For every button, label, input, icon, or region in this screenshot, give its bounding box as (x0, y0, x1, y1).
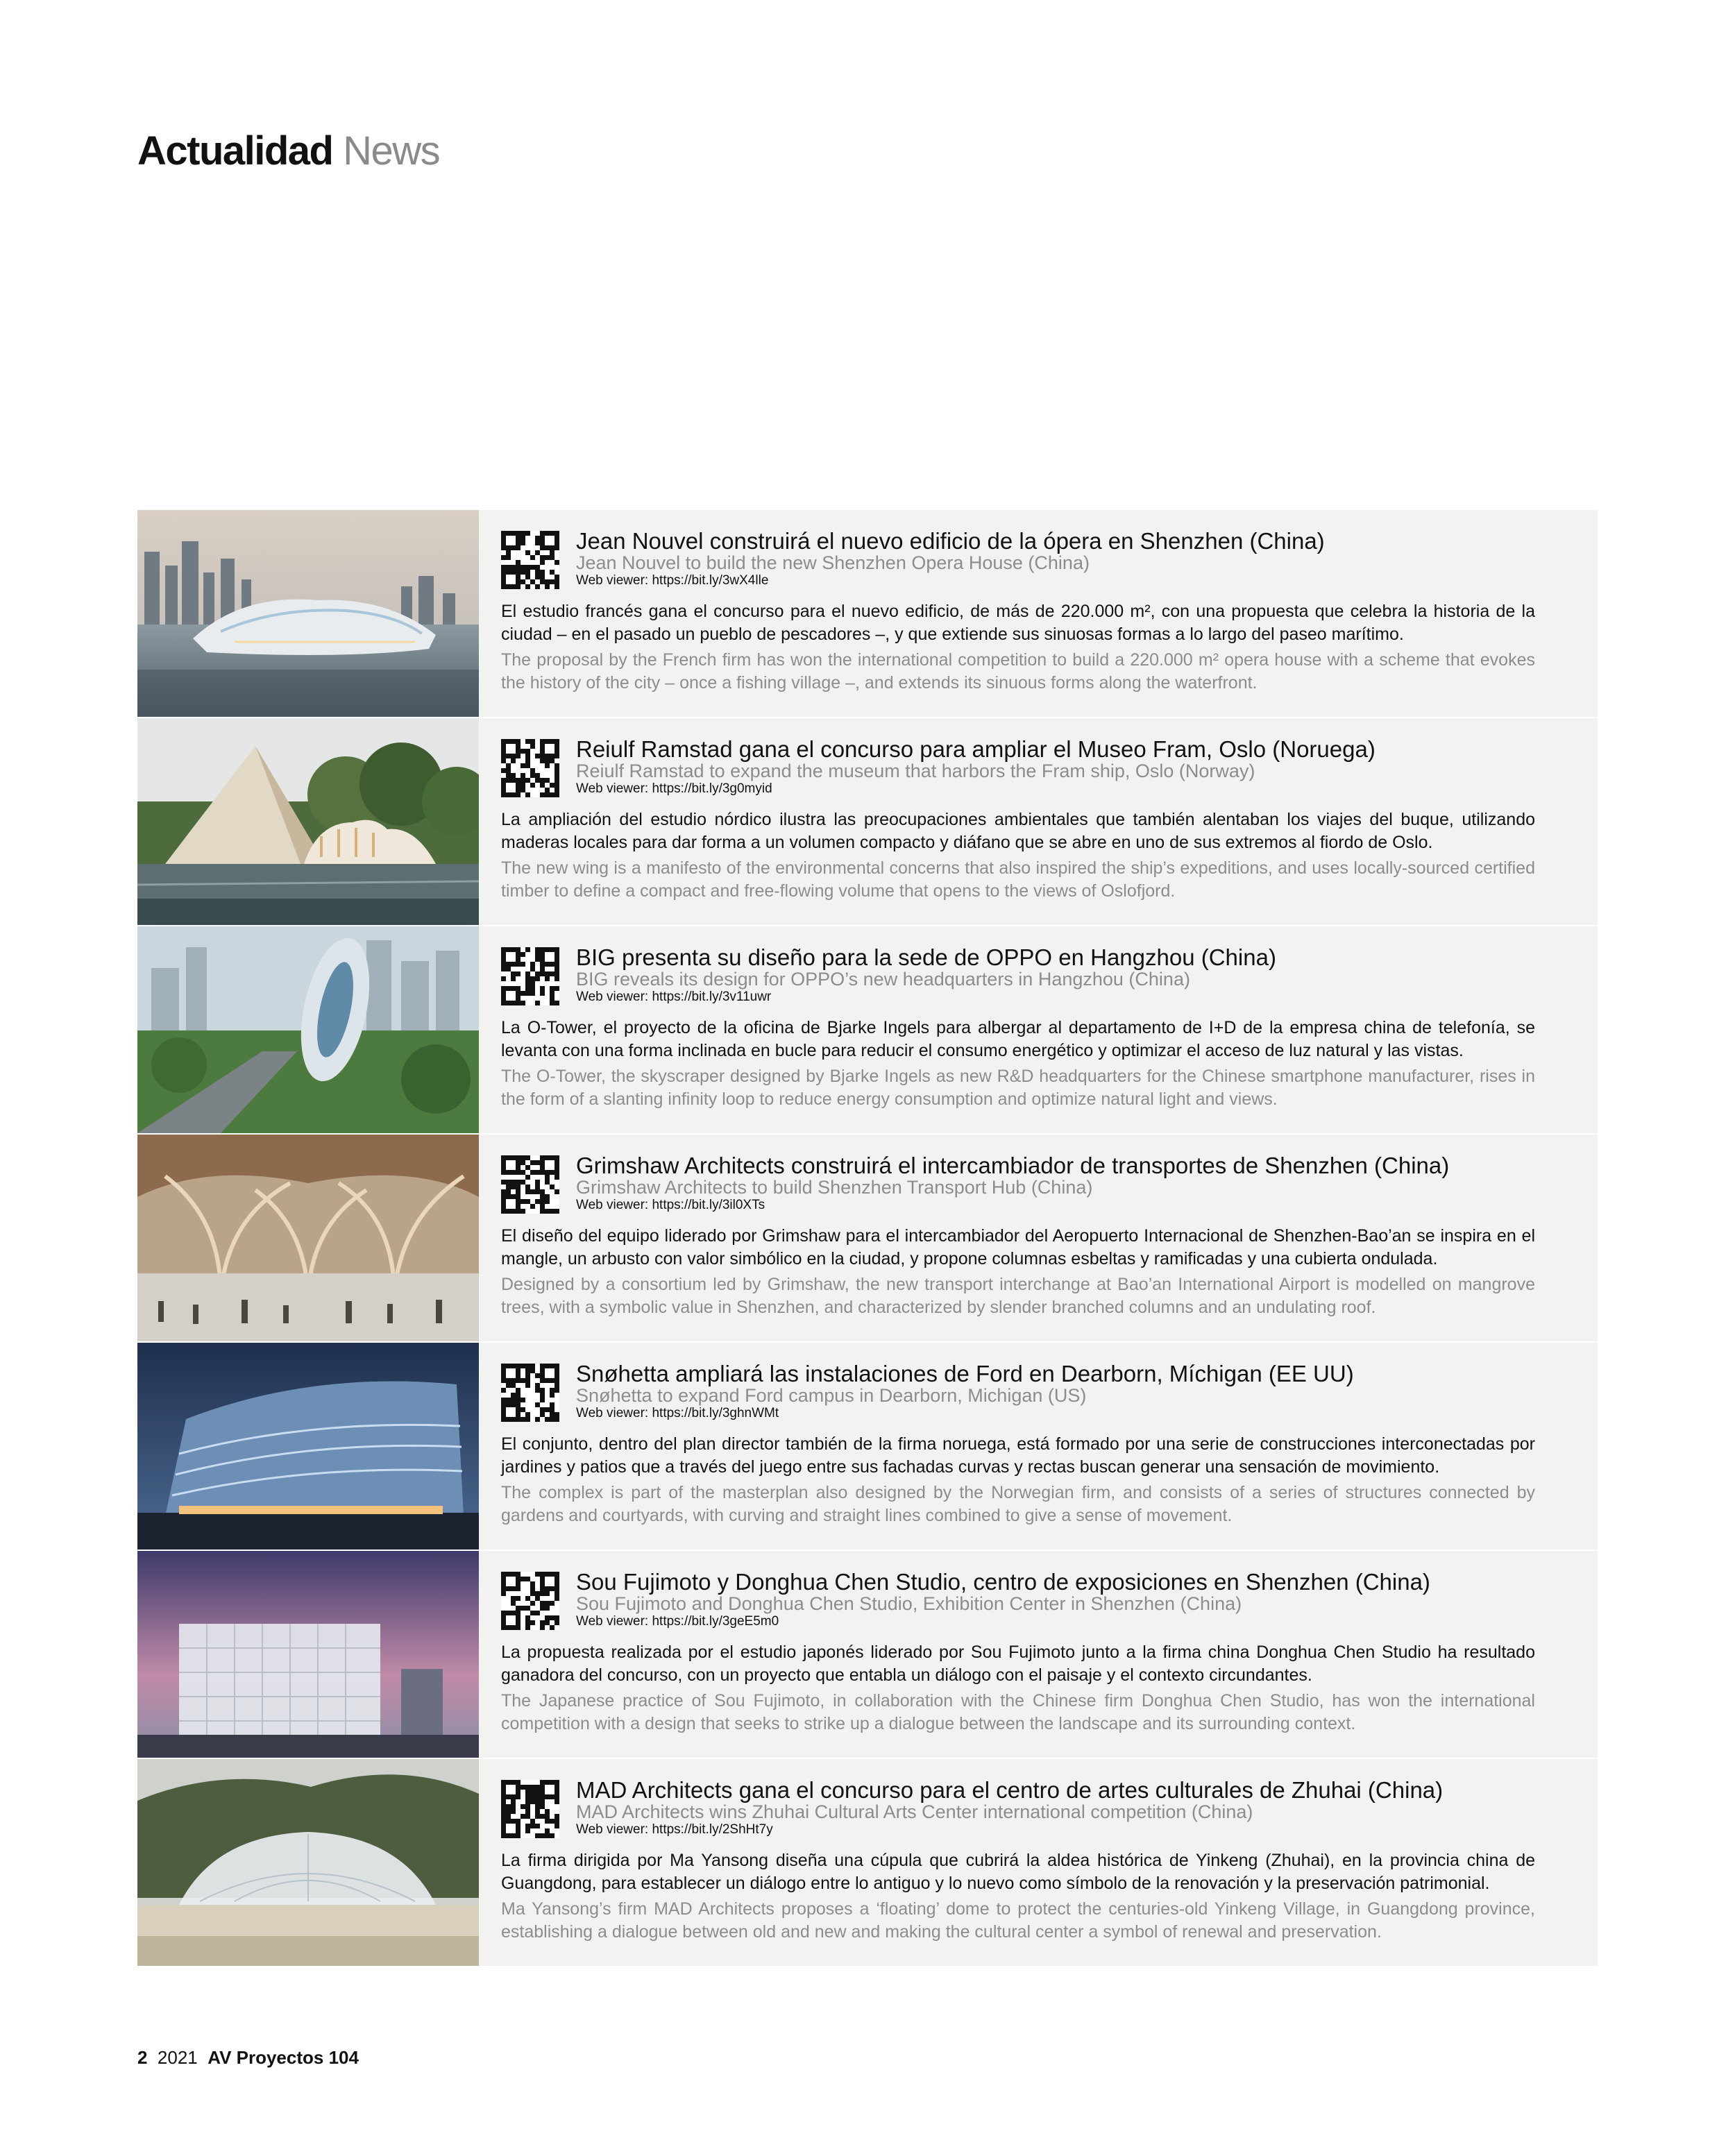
news-desc-en: The new wing is a manifesto of the environmental concerns that also inspired the ship’s expeditions, and uses locally-sourced certified timber to define a compact and free-flowing volume that opens to the views of Oslofjord. (501, 858, 1535, 901)
page-title-es: Actualidad (137, 128, 333, 173)
news-title-es: Sou Fujimoto y Donghua Chen Studio, centro de exposiciones en Shenzhen (China) (576, 1569, 1430, 1595)
news-title-es: Snøhetta ampliará las instalaciones de Ford en Dearborn, Míchigan (EE UU) (576, 1361, 1354, 1386)
news-image[interactable] (137, 1135, 479, 1341)
news-title-en: Sou Fujimoto and Donghua Chen Studio, Exhibition Center in Shenzhen (China) (576, 1593, 1242, 1614)
transport-hub-render (137, 1135, 479, 1341)
web-viewer-link[interactable] (576, 1613, 1535, 1630)
news-image[interactable] (137, 926, 479, 1133)
news-item (137, 510, 1598, 717)
web-viewer-link[interactable] (576, 781, 1535, 797)
web-viewer-label: Web viewer: (576, 781, 649, 796)
news-desc-es: El conjunto, dentro del plan director también de la firma noruega, está formado por una serie de construcciones interconectadas por jardines y patios que a través del juego entre sus fachadas curvas y rectas buscan generar una sensación de movimiento. (501, 1434, 1535, 1477)
web-viewer-label: Web viewer: (576, 1822, 649, 1837)
web-viewer-link[interactable] (576, 1197, 1535, 1214)
web-viewer-link[interactable] (576, 572, 1535, 589)
news-title-en: Grimshaw Architects to build Shenzhen Transport Hub (China) (576, 1177, 1093, 1198)
page-title-en: News (343, 128, 440, 173)
web-viewer-link[interactable] (576, 1822, 1535, 1838)
web-viewer-url[interactable]: https://bit.ly/3il0XTs (652, 1198, 765, 1212)
news-image[interactable] (137, 1343, 479, 1550)
news-title-es: Jean Nouvel construirá el nuevo edificio de la ópera en Shenzhen (China) (576, 528, 1325, 554)
exhibition-center-render (137, 1551, 479, 1758)
qr-code-icon[interactable] (501, 1364, 559, 1422)
qr-code-icon[interactable] (501, 1155, 559, 1214)
web-viewer-label: Web viewer: (576, 1614, 649, 1629)
news-item (137, 926, 1598, 1133)
news-item (137, 1135, 1598, 1341)
fram-museum-render (137, 718, 479, 925)
news-desc-en: The O-Tower, the skyscraper designed by Bjarke Ingels as new R&D headquarters for the Chinese smartphone manufacturer, rises in the form of a slanting infinity loop to reduce energy consumption and optimize natural light and views. (501, 1067, 1535, 1109)
web-viewer-link[interactable] (576, 989, 1535, 1005)
web-viewer-label: Web viewer: (576, 573, 649, 588)
web-viewer-link[interactable] (576, 1405, 1535, 1422)
news-image[interactable] (137, 1759, 479, 1966)
issue-year: 2021 (157, 2047, 198, 2068)
news-desc-en: Ma Yansong’s firm MAD Architects proposes a ‘floating’ dome to protect the centuries-old Yinkeng Village, in Guangdong province, establishing a dialogue between old and new and making the cultural center a symbol of renewal and preservation. (501, 1899, 1535, 1942)
news-desc-es: La propuesta realizada por el estudio japonés liderado por Sou Fujimoto junto a la firma china Donghua Chen Studio ha resultado ganadora del concurso, con un proyecto que entabla un diálogo con el paisaje y el contexto circundantes. (501, 1643, 1535, 1685)
news-item (137, 1551, 1598, 1758)
ford-campus-render (137, 1343, 479, 1550)
news-item (137, 1759, 1598, 1966)
web-viewer-url[interactable]: https://bit.ly/3ghnWMt (652, 1406, 779, 1420)
news-title-en: Reiulf Ramstad to expand the museum that harbors the Fram ship, Oslo (Norway) (576, 761, 1255, 781)
news-image[interactable] (137, 1551, 479, 1758)
news-desc-es: El diseño del equipo liderado por Grimshaw para el intercambiador del Aeropuerto Internacional de Shenzhen-Bao’an se inspira en el mangle, un arbusto con valor simbólico en la ciudad, y propone columnas esbeltas y ramificadas y una cubierta ondulada. (501, 1226, 1535, 1268)
news-desc-es: El estudio francés gana el concurso para el nuevo edificio, de más de 220.000 m², con una propuesta que celebra la historia de la ciudad – en el pasado un pueblo de pescadores –, y que extiende sus sinuosas formas a lo largo del paseo marítimo. (501, 602, 1535, 644)
web-viewer-label: Web viewer: (576, 990, 649, 1004)
news-desc-en: The proposal by the French firm has won the international competition to build a 220.000 m² opera house with a scheme that evokes the history of the city – once a fishing village –, and extends its sinuous forms along the waterfront. (501, 650, 1535, 693)
news-title-es: Grimshaw Architects construirá el intercambiador de transportes de Shenzhen (China) (576, 1153, 1450, 1178)
news-title-en: Jean Nouvel to build the new Shenzhen Opera House (China) (576, 552, 1090, 573)
news-item (137, 718, 1598, 925)
web-viewer-url[interactable]: https://bit.ly/3v11uwr (652, 990, 772, 1004)
qr-code-icon[interactable] (501, 947, 559, 1005)
web-viewer-label: Web viewer: (576, 1406, 649, 1420)
web-viewer-label: Web viewer: (576, 1198, 649, 1212)
qr-code-icon[interactable] (501, 739, 559, 797)
news-desc-es: La O-Tower, el proyecto de la oficina de Bjarke Ingels para albergar al departamento de I+D de la empresa china de telefonía, se levanta con una forma inclinada en bucle para reducir el consumo energético y optimizar el acceso de luz natural y las vistas. (501, 1018, 1535, 1060)
page-number: 2 (137, 2047, 148, 2068)
zhuhai-dome-render (137, 1759, 479, 1966)
news-item (137, 1343, 1598, 1550)
page-footer (137, 2047, 359, 2069)
web-viewer-url[interactable]: https://bit.ly/3geE5m0 (652, 1614, 779, 1629)
news-title-es: Reiulf Ramstad gana el concurso para ampliar el Museo Fram, Oslo (Noruega) (576, 736, 1376, 762)
web-viewer-url[interactable]: https://bit.ly/3wX4lle (652, 573, 769, 588)
news-desc-en: The Japanese practice of Sou Fujimoto, in collaboration with the Chinese firm Donghua Chen Studio, has won the international competition with a design that seeks to strike up a dialogue between the landscape and its surrounding context. (501, 1691, 1535, 1733)
news-desc-es: La ampliación del estudio nórdico ilustra las preocupaciones ambientales que también alentaban los viajes del buque, utilizando maderas locales para dar forma a un volumen compacto y diáfano que se abre en uno de sus extremos al fiordo de Oslo. (501, 810, 1535, 852)
news-title-es: MAD Architects gana el concurso para el centro de artes culturales de Zhuhai (China) (576, 1777, 1444, 1803)
opera-house-render (137, 510, 479, 717)
web-viewer-url[interactable]: https://bit.ly/3g0myid (652, 781, 772, 796)
news-title-en: MAD Architects wins Zhuhai Cultural Arts Center international competition (China) (576, 1801, 1253, 1822)
news-desc-en: Designed by a consortium led by Grimshaw, the new transport interchange at Bao’an International Airport is modelled on mangrove trees, with a symbolic value in Shenzhen, and characterized by slender branched columns and an undulating roof. (501, 1275, 1535, 1317)
news-title-en: Snøhetta to expand Ford campus in Dearborn, Michigan (US) (576, 1385, 1087, 1406)
news-image[interactable] (137, 718, 479, 925)
news-list (137, 510, 1598, 1967)
page-title (137, 129, 439, 173)
news-title-es: BIG presenta su diseño para la sede de OPPO en Hangzhou (China) (576, 944, 1276, 970)
news-image[interactable] (137, 510, 479, 717)
news-title-en: BIG reveals its design for OPPO’s new headquarters in Hangzhou (China) (576, 969, 1190, 990)
news-desc-es: La firma dirigida por Ma Yansong diseña una cúpula que cubrirá la aldea histórica de Yinkeng (Zhuhai), en la provincia china de Guangdong, para establecer un diálogo entre lo antiguo y lo nuevo como símbolo de la renovación y la preservación patrimonial. (501, 1851, 1535, 1893)
qr-code-icon[interactable] (501, 1572, 559, 1630)
qr-code-icon[interactable] (501, 1780, 559, 1838)
news-desc-en: The complex is part of the masterplan also designed by the Norwegian firm, and consists of a series of structures connected by gardens and courtyards, with curving and straight lines combined to give a sense of movement. (501, 1483, 1535, 1525)
qr-code-icon[interactable] (501, 531, 559, 589)
oppo-tower-render (137, 926, 479, 1133)
web-viewer-url[interactable]: https://bit.ly/2ShHt7y (652, 1822, 773, 1837)
magazine-name: AV Proyectos 104 (208, 2047, 359, 2068)
